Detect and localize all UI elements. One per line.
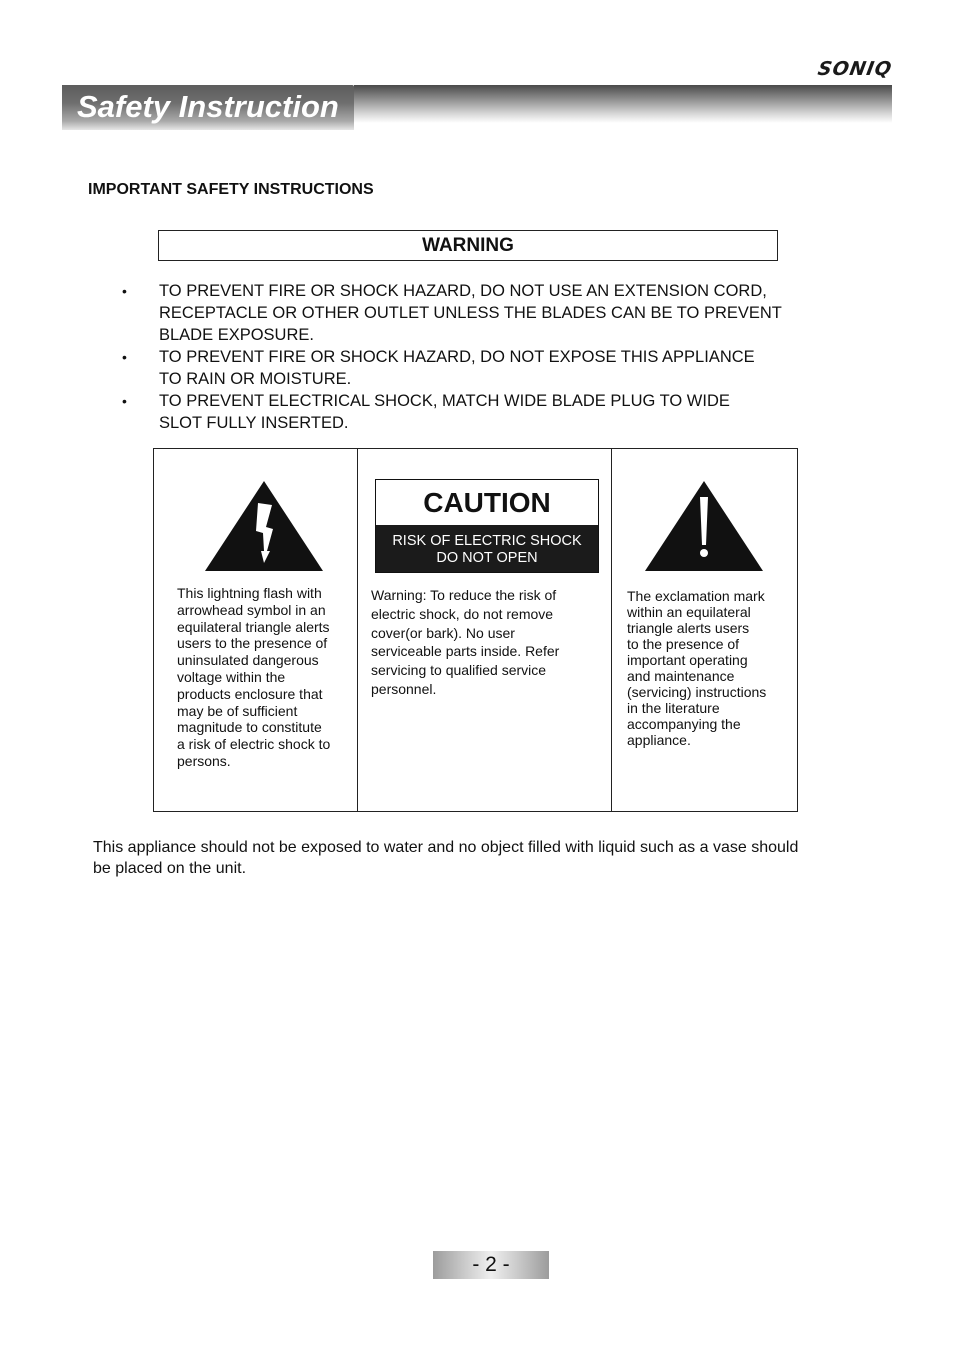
brand-logo: SONIQ [816, 58, 894, 80]
warning-bullet-list [118, 280, 838, 434]
bullet-line: TO PREVENT FIRE OR SHOCK HAZARD, DO NOT EXPOSE THIS APPLIANCE [159, 348, 755, 366]
text-line: important operating [627, 652, 748, 668]
warning-label: WARNING [422, 235, 514, 256]
text-line: arrowhead symbol in an [177, 601, 326, 618]
text-line: Warning: To reduce the risk of [371, 587, 557, 603]
caution-line: RISK OF ELECTRIC SHOCK [392, 533, 582, 549]
text-line: cover(or bark). No user [371, 624, 515, 641]
text-line: be placed on the unit. [93, 860, 247, 877]
list-item [118, 280, 838, 346]
text-line: and maintenance [627, 668, 735, 684]
text-line: triangle alerts users [627, 620, 750, 636]
bullet-line: RECEPTACLE OR OTHER OUTLET UNLESS THE BLADES CAN BE TO PREVENT [159, 304, 782, 322]
text-line: equilateral triangle alerts [177, 618, 330, 635]
caution-title: CAUTION [423, 487, 551, 518]
caution-label [375, 479, 599, 573]
text-line: products enclosure that [177, 685, 323, 702]
text-line: This appliance should not be exposed to water and no object filled with liquid such as a vase should [93, 839, 799, 856]
text-line: in the literature [627, 700, 720, 716]
page-title: Safety Instruction [77, 89, 339, 124]
text-line: (servicing) instructions [627, 684, 767, 700]
caution-column [358, 449, 612, 811]
section-header [62, 85, 892, 130]
warning-box [158, 230, 778, 261]
page-number: - 2 - [433, 1251, 549, 1279]
exclamation-column [612, 449, 799, 811]
text-line: personnel. [371, 680, 437, 697]
text-line: uninsulated dangerous [177, 652, 319, 669]
section-heading: IMPORTANT SAFETY INSTRUCTIONS [88, 181, 374, 198]
text-line: to the presence of [627, 636, 740, 652]
text-line: magnitude to constitute [177, 719, 322, 736]
bullet-line: TO RAIN OR MOISTURE. [159, 370, 352, 388]
header-gradient-bar [354, 85, 892, 123]
list-item [118, 346, 838, 390]
text-line: persons. [177, 752, 231, 769]
text-line: servicing to qualified service [371, 662, 547, 679]
footer-paragraph [93, 837, 833, 879]
caution-description [371, 586, 586, 699]
text-line: voltage within the [177, 668, 286, 685]
text-line: within an equilateral [627, 604, 751, 620]
text-line: may be of sufficient [177, 702, 298, 719]
text-line: electric shock, do not remove [371, 605, 554, 622]
lightning-triangle-icon [203, 479, 325, 573]
text-line: This lightning flash with [177, 585, 322, 601]
list-item [118, 390, 838, 434]
caution-line: DO NOT OPEN [436, 550, 538, 566]
bullet-icon: • [122, 349, 127, 365]
lightning-column [154, 449, 358, 811]
bullet-line: TO PREVENT FIRE OR SHOCK HAZARD, DO NOT USE AN EXTENSION CORD, [159, 282, 767, 300]
lightning-description [177, 585, 349, 770]
bullet-line: TO PREVENT ELECTRICAL SHOCK, MATCH WIDE BLADE PLUG TO WIDE [159, 392, 730, 410]
bullet-icon: • [122, 393, 127, 409]
bullet-line: BLADE EXPOSURE. [159, 326, 314, 344]
safety-symbols-panel [153, 448, 798, 812]
caution-notice [376, 525, 598, 572]
exclamation-triangle-icon [643, 479, 765, 573]
text-line: users to the presence of [177, 635, 328, 652]
exclamation-description [627, 588, 792, 748]
header-tab [62, 85, 354, 130]
text-line: serviceable parts inside. Refer [371, 643, 560, 660]
text-line: a risk of electric shock to [177, 736, 331, 753]
bullet-icon: • [122, 283, 127, 299]
text-line: appliance. [627, 732, 691, 748]
text-line: The exclamation mark [627, 588, 765, 604]
bullet-line: SLOT FULLY INSERTED. [159, 414, 349, 432]
text-line: accompanying the [627, 716, 741, 732]
